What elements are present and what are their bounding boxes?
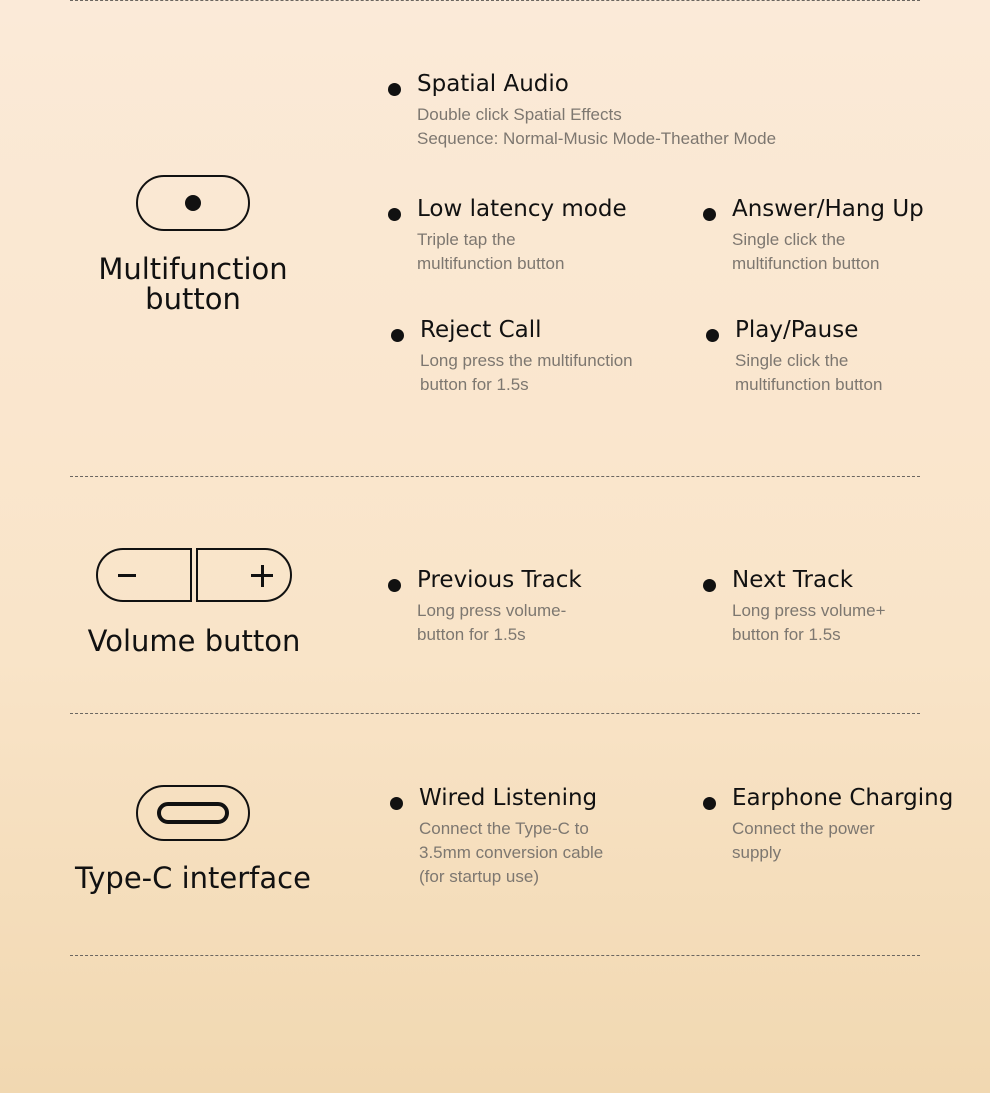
feature-title: Play/Pause [735, 317, 859, 343]
feature-desc-line: (for startup use) [419, 867, 539, 886]
multifunction-label-line-2: button [145, 282, 241, 316]
bullet-icon [388, 208, 401, 221]
bullet-icon [388, 83, 401, 96]
feature-title: Low latency mode [417, 196, 627, 222]
feature-desc-line: Connect the Type-C to [419, 819, 589, 838]
feature-title: Reject Call [420, 317, 542, 343]
bullet-icon [706, 329, 719, 342]
feature-desc-line: multifunction button [417, 254, 565, 273]
feature-title: Wired Listening [419, 785, 598, 811]
feature-title: Earphone Charging [732, 785, 954, 811]
feature-desc-line: Sequence: Normal-Music Mode-Theather Mode [417, 129, 777, 148]
feature-desc-line: Long press volume- [417, 601, 567, 620]
feature-desc-line: Triple tap the [417, 230, 516, 249]
feature-desc [735, 349, 882, 397]
bullet-icon [703, 208, 716, 221]
bullet-icon [391, 329, 404, 342]
feature-desc-line: button for 1.5s [420, 375, 529, 394]
feature-desc-line: button for 1.5s [732, 625, 841, 644]
divider-2 [70, 713, 920, 714]
multifunction-dot-icon [185, 195, 201, 211]
typec-label: Type-C interface [75, 861, 311, 895]
bullet-icon [390, 797, 403, 810]
type-c-slot-icon [157, 802, 229, 824]
bullet-icon [703, 579, 716, 592]
feature-desc-line: Double click Spatial Effects [417, 105, 622, 124]
feature-desc [420, 349, 633, 397]
feature-title: Previous Track [417, 567, 582, 593]
feature-desc-line: supply [732, 843, 782, 862]
volume-up-key [196, 548, 292, 602]
plus-icon-v [261, 565, 264, 587]
feature-desc-line: Long press the multifunction [420, 351, 633, 370]
feature-desc-line: multifunction button [732, 254, 880, 273]
feature-title: Spatial Audio [417, 71, 569, 97]
feature-desc [732, 817, 875, 865]
feature-desc [417, 103, 776, 151]
feature-desc [419, 817, 603, 889]
feature-title: Next Track [732, 567, 854, 593]
feature-desc [732, 228, 879, 276]
divider-1 [70, 476, 920, 477]
multifunction-label-line-1: Multifunction [98, 252, 288, 286]
feature-desc-line: multifunction button [735, 375, 883, 394]
feature-desc [417, 599, 566, 647]
feature-desc-line: 3.5mm conversion cable [419, 843, 604, 862]
multifunction-label [63, 254, 323, 314]
volume-down-key [96, 548, 192, 602]
feature-desc [732, 599, 886, 647]
divider-top [70, 0, 920, 1]
feature-desc-line: Single click the [732, 230, 846, 249]
type-c-port-icon [136, 785, 250, 841]
divider-3 [70, 955, 920, 956]
minus-icon [118, 574, 136, 577]
feature-title: Answer/Hang Up [732, 196, 924, 222]
feature-desc-line: Long press volume+ [732, 601, 886, 620]
feature-desc-line: button for 1.5s [417, 625, 526, 644]
feature-desc-line: Single click the [735, 351, 849, 370]
bullet-icon [388, 579, 401, 592]
volume-label: Volume button [87, 624, 301, 658]
feature-desc [417, 228, 564, 276]
multifunction-button-icon [136, 175, 250, 231]
feature-desc-line: Connect the power [732, 819, 875, 838]
bullet-icon [703, 797, 716, 810]
